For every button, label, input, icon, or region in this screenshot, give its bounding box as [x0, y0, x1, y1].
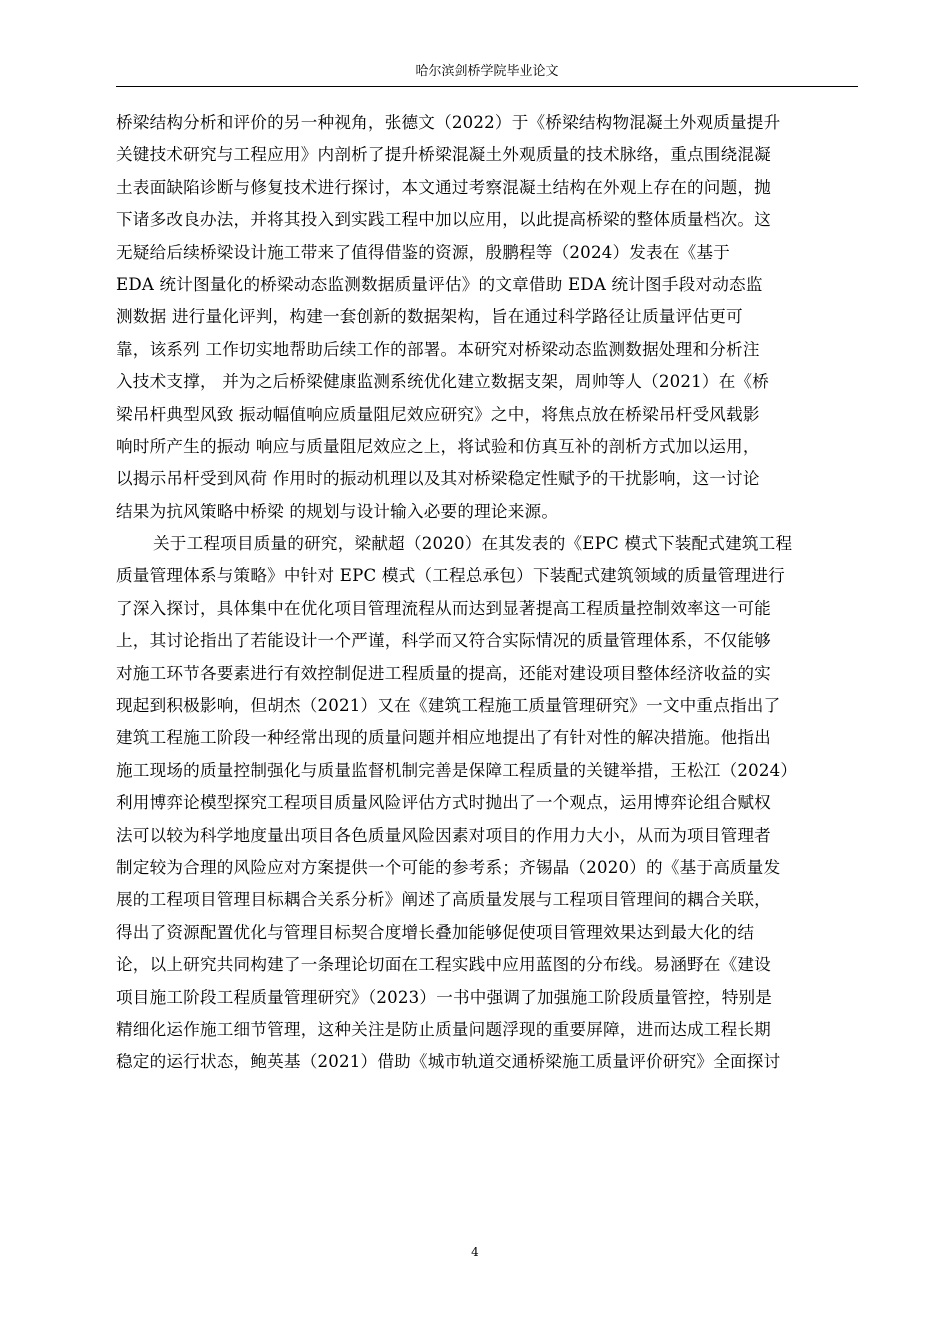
text-line: 了深入探讨，具体集中在优化项目管理流程从而达到显著提高工程质量控制效率这一可能	[116, 598, 771, 618]
text-line: 响时所产生的振动 响应与质量阻尼效应之上，将试验和仿真互补的剖析方式加以运用，	[116, 436, 760, 456]
text-line: 以揭示吊杆受到风荷 作用时的振动机理以及其对桥梁稳定性赋予的干扰影响，这一讨论	[116, 469, 760, 489]
text-line: 利用博弈论模型探究工程项目质量风险评估方式时抛出了一个观点，运用博弈论组合赋权	[116, 793, 771, 813]
text-line: 得出了资源配置优化与管理目标契合度增长叠加能够促使项目管理效果达到最大化的结	[116, 922, 755, 942]
text-line: 入技术支撑， 并为之后桥梁健康监测系统优化建立数据支架，周帅等人（2021）在《桥	[116, 372, 770, 392]
text-line: 上，其讨论指出了若能设计一个严谨，科学而又符合实际情况的质量管理体系，不仅能够	[116, 631, 771, 651]
text-line: 论，以上研究共同构建了一条理论切面在工程实践中应用蓝图的分布线。易涵野在《建设	[116, 955, 771, 975]
text-line: 现起到积极影响，但胡杰（2021）又在《建筑工程施工质量管理研究》一文中重点指出了	[116, 696, 781, 716]
text-line: 质量管理体系与策略》中针对 EPC 模式（工程总承包）下装配式建筑领域的质量管理进行	[116, 566, 785, 586]
text-line: 关于工程项目质量的研究，梁献超（2020）在其发表的《EPC 模式下装配式建筑工程	[153, 534, 793, 554]
page-number: 4	[471, 1245, 479, 1259]
text-line: 展的工程项目管理目标耦合关系分析》阐述了高质量发展与工程项目管理间的耦合关联，	[116, 890, 771, 910]
text-line: 项目施工阶段工程质量管理研究》（2023）一书中强调了加强施工阶段质量管控，特别是	[116, 987, 773, 1007]
text-line: 桥梁结构分析和评价的另一种视角，张德文（2022）于《桥梁结构物混凝土外观质量提升	[116, 113, 781, 132]
text-line: 土表面缺陷诊断与修复技术进行探讨，本文通过考察混凝土结构在外观上存在的问题，抛	[116, 177, 771, 197]
text-line: 施工现场的质量控制强化与质量监督机制完善是保障工程质量的关键举措，王松江（2024）	[116, 760, 798, 780]
body-text	[116, 107, 864, 1079]
text-line: EDA 统计图量化的桥梁动态监测数据质量评估》的文章借助 EDA 统计图手段对动态监	[116, 274, 763, 294]
text-line: 靠，该系列 工作切实地帮助后续工作的部署。本研究对桥梁动态监测数据处理和分析注	[116, 339, 760, 359]
text-line: 关键技术研究与工程应用》内剖析了提升桥梁混凝土外观质量的技术脉络，重点围绕混凝	[116, 145, 771, 165]
text-line: 无疑给后续桥梁设计施工带来了值得借鉴的资源，殷鹏程等（2024）发表在《基于	[116, 242, 731, 262]
text-line: 建筑工程施工阶段一种经常出现的质量问题并相应地提出了有针对性的解决措施。他指出	[116, 728, 771, 748]
text-line: 制定较为合理的风险应对方案提供一个可能的参考系；齐锡晶（2020）的《基于高质量发	[116, 857, 781, 877]
text-line: 测数据 进行量化评判，构建一套创新的数据架构，旨在通过科学路径让质量评估更可	[116, 307, 743, 327]
text-line: 结果为抗风策略中桥梁 的规划与设计输入必要的理论来源。	[116, 501, 559, 521]
text-line: 法可以较为科学地度量出项目各色质量风险因素对项目的作用力大小，从而为项目管理者	[116, 825, 771, 845]
text-line: 稳定的运行状态，鲍英基（2021）借助《城市轨道交通桥梁施工质量评价研究》全面探讨	[116, 1052, 781, 1072]
text-line: 对施工环节各要素进行有效控制促进工程质量的提高，还能对建设项目整体经济收益的实	[116, 663, 771, 683]
page-footer	[0, 1244, 950, 1260]
text-line: 下诸多改良办法，并将其投入到实践工程中加以应用，以此提高桥梁的整体质量档次。这	[116, 210, 771, 230]
header-title: 哈尔滨剑桥学院毕业论文	[415, 64, 559, 79]
page-header	[116, 58, 858, 87]
text-line: 梁吊杆典型风致 振动幅值响应质量阻尼效应研究》之中，将焦点放在桥梁吊杆受风载影	[116, 404, 760, 424]
text-line: 精细化运作施工细节管理，这种关注是防止质量问题浮现的重要屏障，进而达成工程长期	[116, 1019, 771, 1039]
